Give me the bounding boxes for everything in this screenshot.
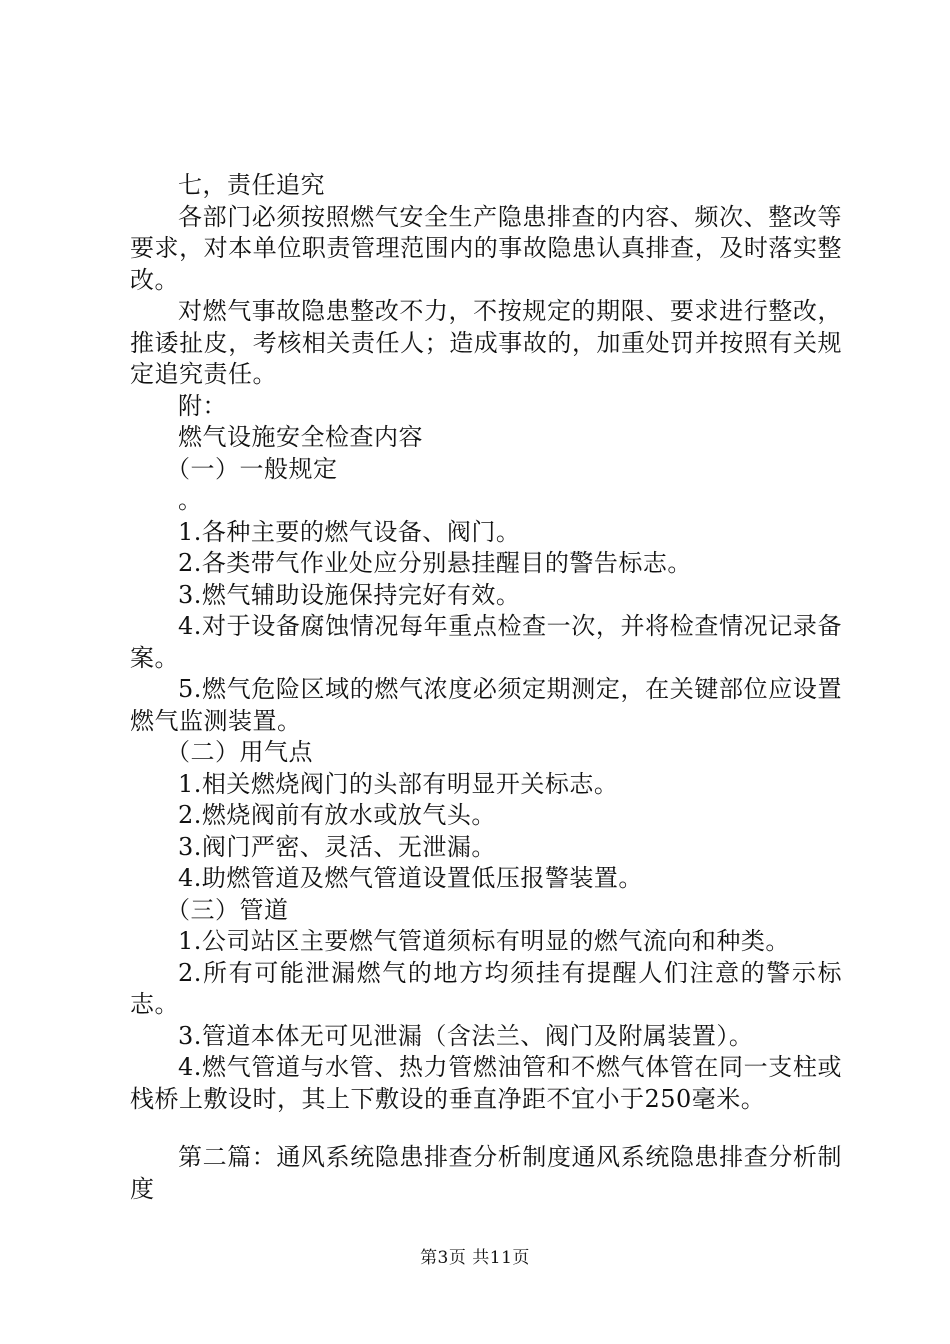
list-item: 5.燃气危险区域的燃气浓度必须定期测定，在关键部位应设置燃气监测装置。 (130, 675, 842, 735)
list-item: 4.燃气管道与水管、热力管燃油管和不燃气体管在同一支柱或栈桥上敷设时，其上下敷设的垂直净距不宜小于250毫米。 (130, 1053, 842, 1113)
list-item: 3.管道本体无可见泄漏（含法兰、阀门及附属装置）。 (178, 1021, 754, 1050)
document-body (130, 170, 842, 1205)
list-item: 2.各类带气作业处应分别悬挂醒目的警告标志。 (178, 549, 692, 577)
list-item: 3.阀门严密、灵活、无泄漏。 (178, 832, 496, 861)
subsection-heading-pipeline: （三）管道 (166, 895, 289, 924)
list-item: 1.各种主要的燃气设备、阀门。 (178, 517, 521, 546)
list-item: 4.助燃管道及燃气管道设置低压报警装置。 (178, 864, 643, 892)
appendix-label: 附： (178, 391, 227, 420)
paragraph: 各部门必须按照燃气安全生产隐患排查的内容、频次、整改等要求，对本单位职责管理范围内的事故隐患认真排查，及时落实整改。 (130, 202, 842, 294)
list-item: 2.燃烧阀前有放水或放气头。 (178, 801, 496, 829)
appendix-title: 燃气设施安全检查内容 (178, 423, 423, 451)
paragraph: 对燃气事故隐患整改不力，不按规定的期限、要求进行整改，推诿扯皮，考核相关责任人；造成事故的，加重处罚并按照有关规定追究责任。 (130, 297, 842, 388)
paragraph: 。 (178, 486, 203, 514)
subsection-heading-gas-point: （二）用气点 (166, 738, 313, 766)
paragraph-spacer (130, 1115, 842, 1142)
page-footer: 第3页 共11页 (420, 1248, 530, 1268)
list-item: 1.公司站区主要燃气管道须标有明显的燃气流向和种类。 (178, 927, 790, 955)
list-item: 2.所有可能泄漏燃气的地方均须挂有提醒人们注意的警示标志。 (130, 958, 842, 1018)
section-heading-responsibility: 七，责任追究 (178, 171, 325, 199)
list-item: 4.对于设备腐蚀情况每年重点检查一次，并将检查情况记录备案。 (130, 612, 842, 672)
list-item: 1.相关燃烧阀门的头部有明显开关标志。 (178, 769, 619, 798)
subsection-heading-general: （一）一般规定 (166, 454, 338, 483)
chapter-heading: 第二篇：通风系统隐患排查分析制度通风系统隐患排查分析制度 (130, 1143, 842, 1203)
list-item: 3.燃气辅助设施保持完好有效。 (178, 580, 521, 609)
